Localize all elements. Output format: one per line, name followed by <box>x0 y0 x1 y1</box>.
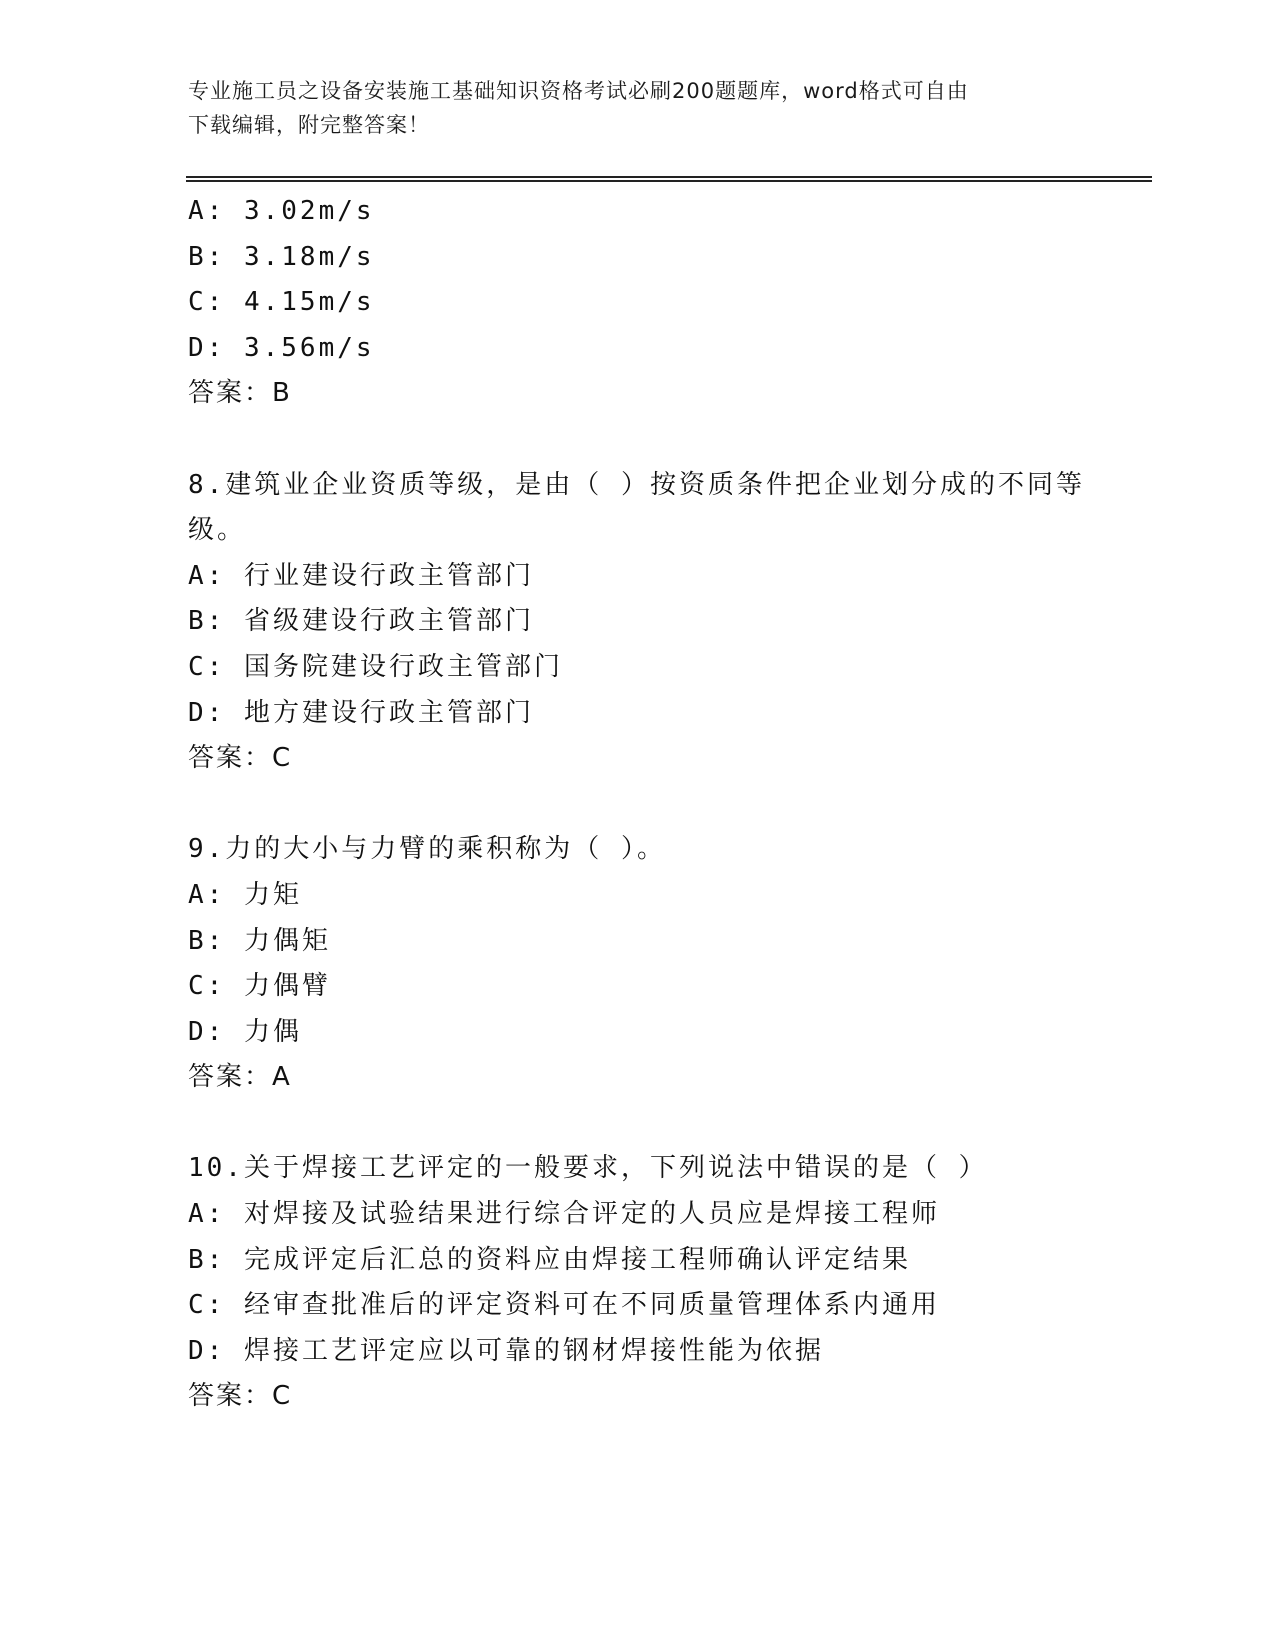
option-b: B: 省级建设行政主管部门 <box>188 606 534 637</box>
question-stem: 10.关于焊接工艺评定的一般要求，下列说法中错误的是（ ） <box>188 1153 988 1184</box>
option-b: B: 3.18m/s <box>188 241 375 272</box>
option-d: D: 力偶 <box>188 1016 302 1047</box>
option-c: C: 4.15m/s <box>188 287 375 318</box>
question-stem-continued: 级。 <box>188 515 247 546</box>
answer: 答案：B <box>188 378 292 409</box>
answer: 答案：C <box>188 743 293 774</box>
option-a: A: 力矩 <box>188 879 302 910</box>
option-b: B: 完成评定后汇总的资料应由焊接工程师确认评定结果 <box>188 1244 911 1275</box>
question-stem: 9.力的大小与力臂的乘积称为（ ）。 <box>188 834 666 865</box>
option-c: C: 力偶臂 <box>188 971 331 1002</box>
option-d: D: 地方建设行政主管部门 <box>188 697 534 728</box>
header-rule-bottom <box>186 180 1152 182</box>
option-c: C: 经审查批准后的评定资料可在不同质量管理体系内通用 <box>188 1290 940 1321</box>
question-list <box>188 189 1148 1420</box>
option-a: A: 对焊接及试验结果进行综合评定的人员应是焊接工程师 <box>188 1199 940 1230</box>
question-9 <box>188 827 1148 1101</box>
option-b: B: 力偶矩 <box>188 925 331 956</box>
question-10 <box>188 1146 1148 1420</box>
option-d: D: 焊接工艺评定应以可靠的钢材焊接性能为依据 <box>188 1335 824 1366</box>
question-8 <box>188 463 1148 782</box>
option-a: A: 行业建设行政主管部门 <box>188 560 534 591</box>
spacer <box>188 1101 1148 1147</box>
question-stem: 8.建筑业企业资质等级，是由（ ）按资质条件把企业划分成的不同等 <box>188 469 1085 500</box>
answer: 答案：C <box>188 1381 293 1412</box>
question-7 <box>188 189 1148 417</box>
header-rule-top <box>186 176 1152 178</box>
answer: 答案：A <box>188 1062 292 1093</box>
header-line-2: 下载编辑，附完整答案！ <box>188 113 430 137</box>
option-a: A: 3.02m/s <box>188 196 375 226</box>
option-c: C: 国务院建设行政主管部门 <box>188 651 563 682</box>
spacer <box>188 782 1148 828</box>
option-d: D: 3.56m/s <box>188 332 375 363</box>
document-header <box>188 74 1068 142</box>
spacer <box>188 417 1148 463</box>
header-line-1: 专业施工员之设备安装施工基础知识资格考试必刷200题题库，word格式可自由 <box>188 79 969 103</box>
